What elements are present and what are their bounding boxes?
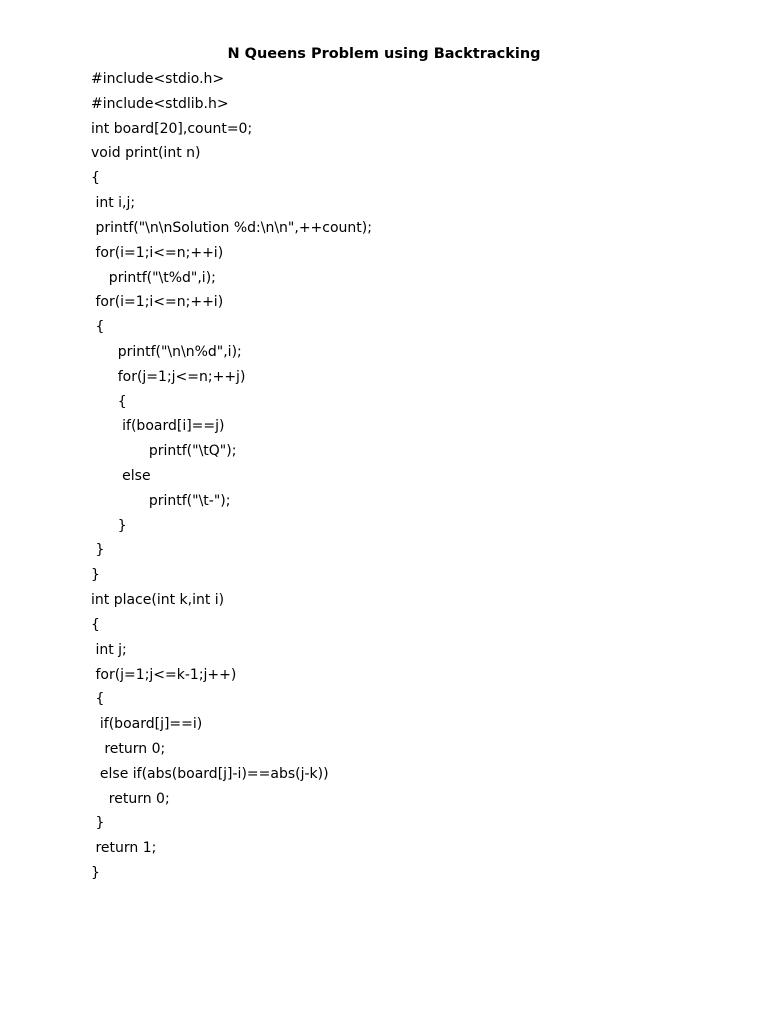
code-line: else if(abs(board[j]-i)==abs(j-k)) [91, 765, 329, 782]
code-line: for(i=1;i<=n;++i) [91, 244, 224, 261]
code-line: { [91, 170, 100, 187]
code-line: } [91, 815, 105, 832]
code-line: int place(int k,int i) [91, 592, 225, 609]
code-line: for(j=1;j<=k-1;j++) [91, 666, 237, 683]
code-line: int i,j; [91, 195, 136, 212]
code-line: { [91, 393, 127, 410]
code-line: return 0; [91, 790, 170, 807]
code-line: return 0; [91, 740, 166, 757]
code-line: { [91, 616, 100, 633]
code-line: for(j=1;j<=n;++j) [91, 368, 246, 385]
code-listing [91, 69, 372, 888]
code-line: printf("\tQ"); [91, 443, 237, 460]
code-line: printf("\n\n%d",i); [91, 343, 242, 360]
code-line: } [91, 865, 100, 881]
code-line: int j; [91, 641, 127, 658]
code-line: { [91, 691, 105, 708]
code-line: if(board[j]==i) [91, 716, 203, 733]
code-line: } [91, 567, 100, 584]
code-line: } [91, 517, 127, 534]
code-line: printf("\n\nSolution %d:\n\n",++count); [91, 219, 372, 236]
code-line: #include<stdlib.h> [91, 95, 229, 112]
document-title: N Queens Problem using Backtracking [227, 46, 541, 62]
code-line: return 1; [91, 840, 157, 857]
code-line: if(board[i]==j) [91, 418, 225, 435]
code-line: printf("\t-"); [91, 492, 231, 509]
code-line: } [91, 542, 105, 559]
code-line: #include<stdio.h> [91, 71, 225, 87]
code-line: else [91, 468, 151, 484]
code-line: void print(int n) [91, 145, 201, 162]
code-line: { [91, 319, 105, 336]
code-line: int board[20],count=0; [91, 120, 253, 137]
code-line: printf("\t%d",i); [91, 269, 216, 286]
code-line: for(i=1;i<=n;++i) [91, 294, 224, 311]
